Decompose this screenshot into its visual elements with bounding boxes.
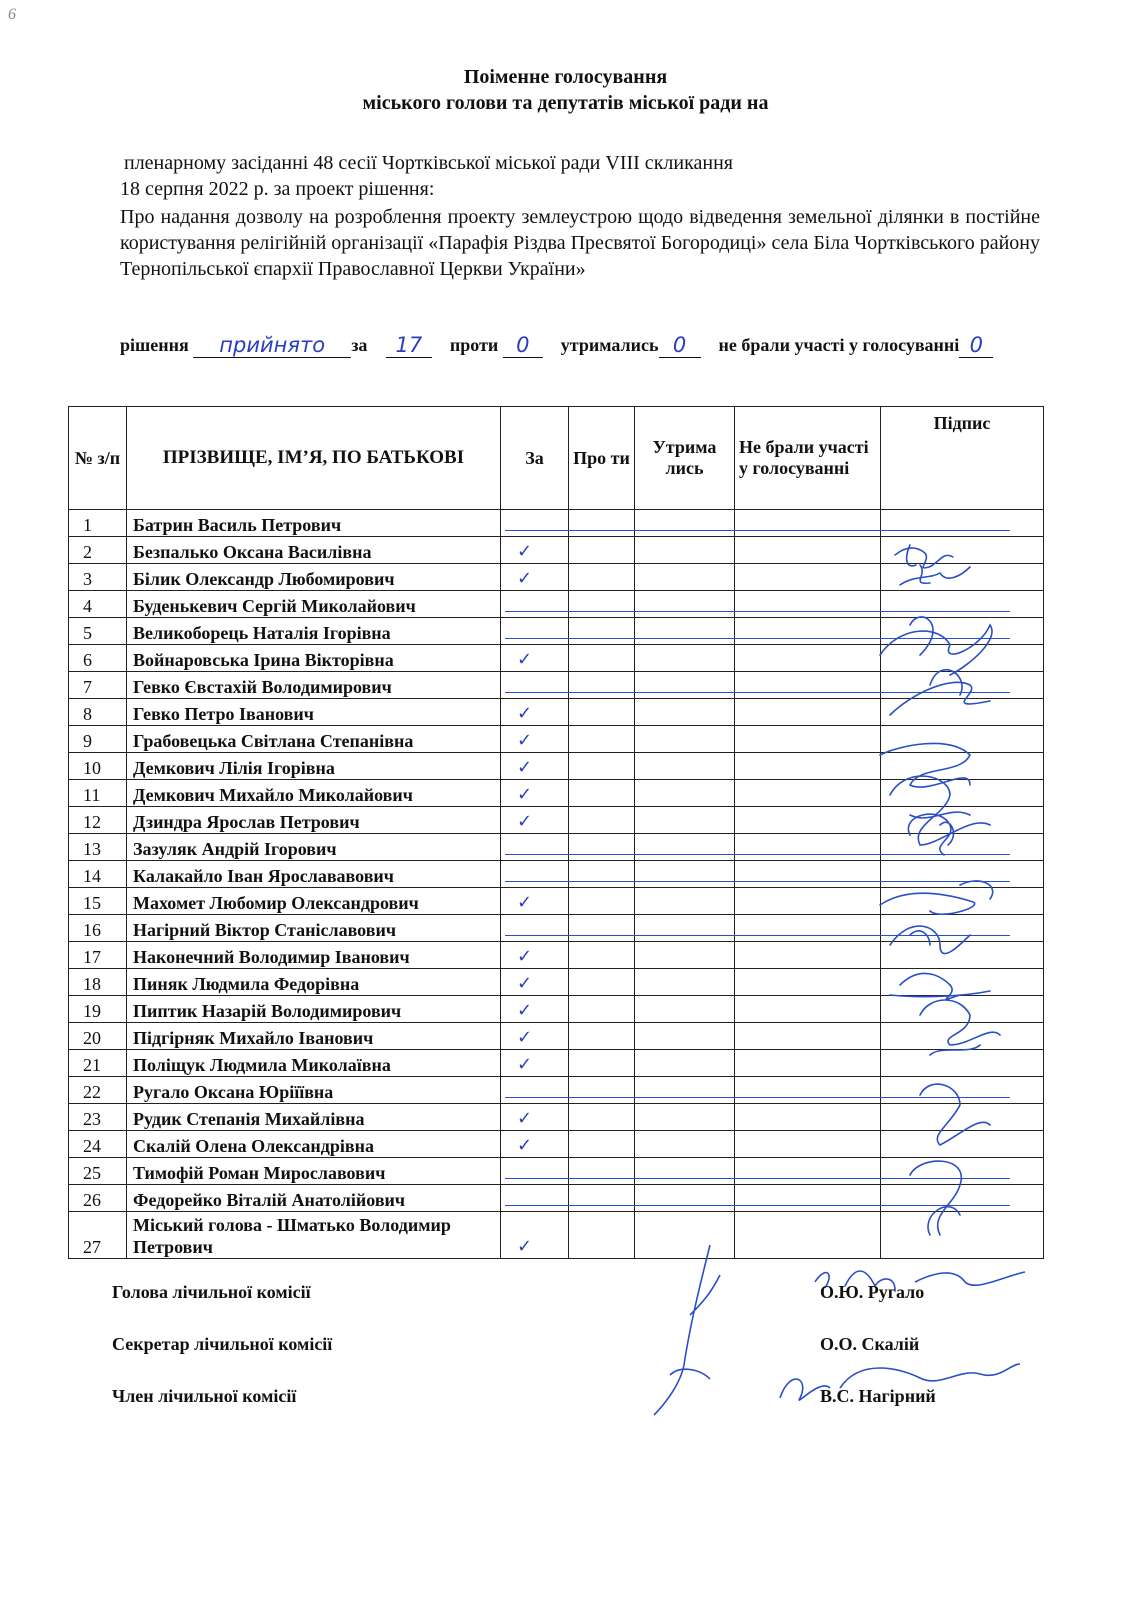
vote-not-voting [735,807,881,834]
row-number: 20 [69,1023,127,1050]
row-number: 11 [69,780,127,807]
member-name: Безпалько Оксана Василівна [127,537,501,564]
vote-not-voting [735,1104,881,1131]
row-number: 18 [69,969,127,996]
vote-against [569,591,635,618]
member-name: Міський голова - Шматько Володимир Петрович [127,1212,501,1259]
vote-against [569,618,635,645]
header-against: Про ти [569,407,635,510]
member-name: Тимофій Роман Мирославович [127,1158,501,1185]
check-mark-icon: ✓ [517,892,533,913]
check-mark-icon: ✓ [517,1054,533,1075]
table-header-row [69,407,1044,510]
row-number: 12 [69,807,127,834]
vote-not-voting [735,834,881,861]
vote-against [569,564,635,591]
vote-for [501,645,569,672]
decision-label: рішення [120,335,189,355]
vote-abstained [635,888,735,915]
vote-for [501,861,569,888]
vote-against [569,888,635,915]
signatures-column [870,535,1040,1265]
abstained-label: утримались [560,335,659,355]
member-name: Батрин Василь Петрович [127,510,501,537]
vote-for [501,672,569,699]
not-voting-label: не брали участі у голосуванні [718,335,960,355]
table-row [69,510,1044,537]
vote-abstained [635,861,735,888]
vote-against [569,780,635,807]
for-label: за [351,335,368,355]
vote-for [501,537,569,564]
check-mark-icon: ✓ [517,1027,533,1048]
date-line: 18 серпня 2022 р. за проект рішення: [120,178,435,200]
project-text: Про надання дозволу на розроблення проекту землеустрою щодо відведення земельної ділянки в постійне користування релігійній організації «Парафія Різдва Пресвятої Богородиці» села Біла Чортківського району Тернопільської єпархії Православної Церкви України» [120,206,1040,280]
row-number: 26 [69,1185,127,1212]
member-name: Гевко Петро Іванович [127,699,501,726]
member-name: Пиптик Назарій Володимирович [127,996,501,1023]
check-mark-icon: ✓ [517,811,533,832]
row-number: 6 [69,645,127,672]
check-mark-icon: ✓ [517,784,533,805]
decision-value: прийнято [219,333,326,357]
row-number: 14 [69,861,127,888]
vote-for [501,1077,569,1104]
vote-abstained [635,1131,735,1158]
row-number: 5 [69,618,127,645]
vote-for [501,1212,569,1259]
absence-stroke [505,530,1010,531]
row-number: 17 [69,942,127,969]
vote-not-voting [735,1212,881,1259]
not-voting-field [959,334,993,358]
header-for: За [501,407,569,510]
vote-abstained [635,537,735,564]
member-name: В.С. Нагірний [820,1386,936,1406]
check-mark-icon: ✓ [517,568,533,589]
vote-for [501,942,569,969]
vote-for [501,834,569,861]
header-num: № з/п [69,407,127,510]
vote-against [569,861,635,888]
vote-abstained [635,1077,735,1104]
member-name: Калакайло Іван Ярослававович [127,861,501,888]
vote-for [501,618,569,645]
member-name: Войнаровська Ірина Вікторівна [127,645,501,672]
vote-not-voting [735,564,881,591]
vote-not-voting [735,726,881,753]
vote-against [569,942,635,969]
header-not-voting: Не брали участі у голосуванні [735,407,881,510]
check-mark-icon: ✓ [517,946,533,967]
secretary-label: Секретар лічильної комісії [112,1334,333,1354]
member-name: Пиняк Людмила Федорівна [127,969,501,996]
row-number: 24 [69,1131,127,1158]
vote-abstained [635,1158,735,1185]
row-number: 15 [69,888,127,915]
vote-abstained [635,1104,735,1131]
vote-not-voting [735,618,881,645]
vote-abstained [635,942,735,969]
vote-against [569,996,635,1023]
member-name: Рудик Степанія Михайлівна [127,1104,501,1131]
member-name: Поліщук Людмила Миколаївна [127,1050,501,1077]
vote-for [501,699,569,726]
row-number: 2 [69,537,127,564]
vote-abstained [635,807,735,834]
vote-against [569,969,635,996]
check-mark-icon: ✓ [517,541,533,562]
page-number: 6 [8,6,16,23]
document-title: Поіменне голосування [463,66,668,88]
vote-for [501,1050,569,1077]
vote-abstained [635,915,735,942]
vote-abstained [635,510,735,537]
member-name: Підгірняк Михайло Іванович [127,1023,501,1050]
vote-against [569,510,635,537]
vote-against [569,834,635,861]
vote-for [501,753,569,780]
vote-not-voting [735,1185,881,1212]
vote-not-voting [735,996,881,1023]
member-name: Наконечний Володимир Іванович [127,942,501,969]
vote-abstained [635,564,735,591]
vote-for [501,1023,569,1050]
against-value: 0 [516,333,530,357]
vote-abstained [635,996,735,1023]
signature-cell [881,510,1044,537]
row-number: 22 [69,1077,127,1104]
check-mark-icon: ✓ [517,1135,533,1156]
decision-field [193,334,351,358]
header-name: ПРІЗВИЩЕ, ІМ’Я, ПО БАТЬКОВІ [127,407,501,510]
vote-not-voting [735,1131,881,1158]
row-number: 25 [69,1158,127,1185]
vote-for [501,1158,569,1185]
vote-not-voting [735,1077,881,1104]
vote-against [569,807,635,834]
vote-for [501,510,569,537]
member-name: Демкович Лілія Ігорівна [127,753,501,780]
vote-for [501,969,569,996]
for-field [386,334,432,358]
not-voting-value: 0 [969,333,983,357]
vote-not-voting [735,672,881,699]
vote-against [569,1212,635,1259]
row-number: 23 [69,1104,127,1131]
header-abstained: Утрима лись [635,407,735,510]
vote-for [501,780,569,807]
vote-not-voting [735,780,881,807]
row-number: 9 [69,726,127,753]
vote-abstained [635,726,735,753]
vote-against [569,1023,635,1050]
vote-for [501,996,569,1023]
member-name: Грабовецька Світлана Степанівна [127,726,501,753]
vote-not-voting [735,645,881,672]
member-name: Федорейко Віталій Анатолійович [127,1185,501,1212]
vote-for [501,888,569,915]
check-mark-icon: ✓ [517,1236,533,1257]
vote-for [501,564,569,591]
vote-not-voting [735,1158,881,1185]
vote-for [501,1104,569,1131]
abstained-field [659,334,701,358]
vote-against [569,726,635,753]
vote-abstained [635,753,735,780]
vote-not-voting [735,861,881,888]
check-mark-icon: ✓ [517,1000,533,1021]
row-number: 21 [69,1050,127,1077]
vote-against [569,1050,635,1077]
document-subtitle: міського голови та депутатів міської ради на [362,92,769,114]
header-signature: Підпис [881,407,1044,510]
chair-label: Голова лічильної комісії [112,1282,311,1302]
vote-abstained [635,834,735,861]
commission-signature [650,1235,740,1425]
member-name: Зазуляк Андрій Ігорович [127,834,501,861]
row-number: 19 [69,996,127,1023]
vote-against [569,1158,635,1185]
vote-abstained [635,618,735,645]
check-mark-icon: ✓ [517,703,533,724]
row-number: 1 [69,510,127,537]
vote-for [501,726,569,753]
vote-not-voting [735,591,881,618]
vote-for [501,591,569,618]
vote-for [501,915,569,942]
vote-against [569,1131,635,1158]
voting-result [120,332,1040,358]
vote-not-voting [735,510,881,537]
vote-against [569,645,635,672]
row-number: 8 [69,699,127,726]
member-name: Скалій Олена Олександрівна [127,1131,501,1158]
vote-for [501,1185,569,1212]
vote-not-voting [735,888,881,915]
against-field [503,334,543,358]
vote-not-voting [735,1023,881,1050]
row-number: 7 [69,672,127,699]
member-name: Дзиндра Ярослав Петрович [127,807,501,834]
member-name: Білик Олександр Любомирович [127,564,501,591]
check-mark-icon: ✓ [517,649,533,670]
against-label: проти [449,335,499,355]
vote-not-voting [735,699,881,726]
member-name: Гевко Євстахій Володимирович [127,672,501,699]
vote-against [569,1104,635,1131]
session-line: пленарному засіданні 48 сесії Чортківської міської ради VIII скликання [124,152,733,174]
vote-for [501,1131,569,1158]
row-number: 16 [69,915,127,942]
vote-abstained [635,645,735,672]
vote-abstained [635,1023,735,1050]
member-name: Ругало Оксана Юріїївна [127,1077,501,1104]
check-mark-icon: ✓ [517,757,533,778]
vote-abstained [635,969,735,996]
vote-not-voting [735,969,881,996]
row-number: 13 [69,834,127,861]
vote-abstained [635,699,735,726]
member-label: Член лічильної комісії [112,1386,297,1406]
vote-against [569,537,635,564]
row-number: 4 [69,591,127,618]
vote-abstained [635,672,735,699]
member-name: Великоборець Наталія Ігорівна [127,618,501,645]
check-mark-icon: ✓ [517,973,533,994]
for-value: 17 [395,333,423,357]
vote-not-voting [735,537,881,564]
vote-against [569,1077,635,1104]
vote-abstained [635,1185,735,1212]
vote-for [501,807,569,834]
member-name: Нагірний Віктор Станіславович [127,915,501,942]
abstained-value: 0 [672,333,687,357]
member-name: Демкович Михайло Миколайович [127,780,501,807]
member-name: Буденькевич Сергій Миколайович [127,591,501,618]
vote-against [569,753,635,780]
check-mark-icon: ✓ [517,730,533,751]
vote-abstained [635,780,735,807]
check-mark-icon: ✓ [517,1108,533,1129]
vote-abstained [635,591,735,618]
row-number: 27 [69,1212,127,1259]
member-name: Махомет Любомир Олександрович [127,888,501,915]
vote-against [569,699,635,726]
chair-name: О.Ю. Ругало [820,1282,925,1302]
vote-not-voting [735,915,881,942]
vote-against [569,1185,635,1212]
vote-not-voting [735,753,881,780]
vote-not-voting [735,1050,881,1077]
vote-abstained [635,1050,735,1077]
secretary-name: О.О. Скалій [820,1334,920,1354]
vote-not-voting [735,942,881,969]
row-number: 3 [69,564,127,591]
vote-against [569,672,635,699]
vote-against [569,915,635,942]
row-number: 10 [69,753,127,780]
